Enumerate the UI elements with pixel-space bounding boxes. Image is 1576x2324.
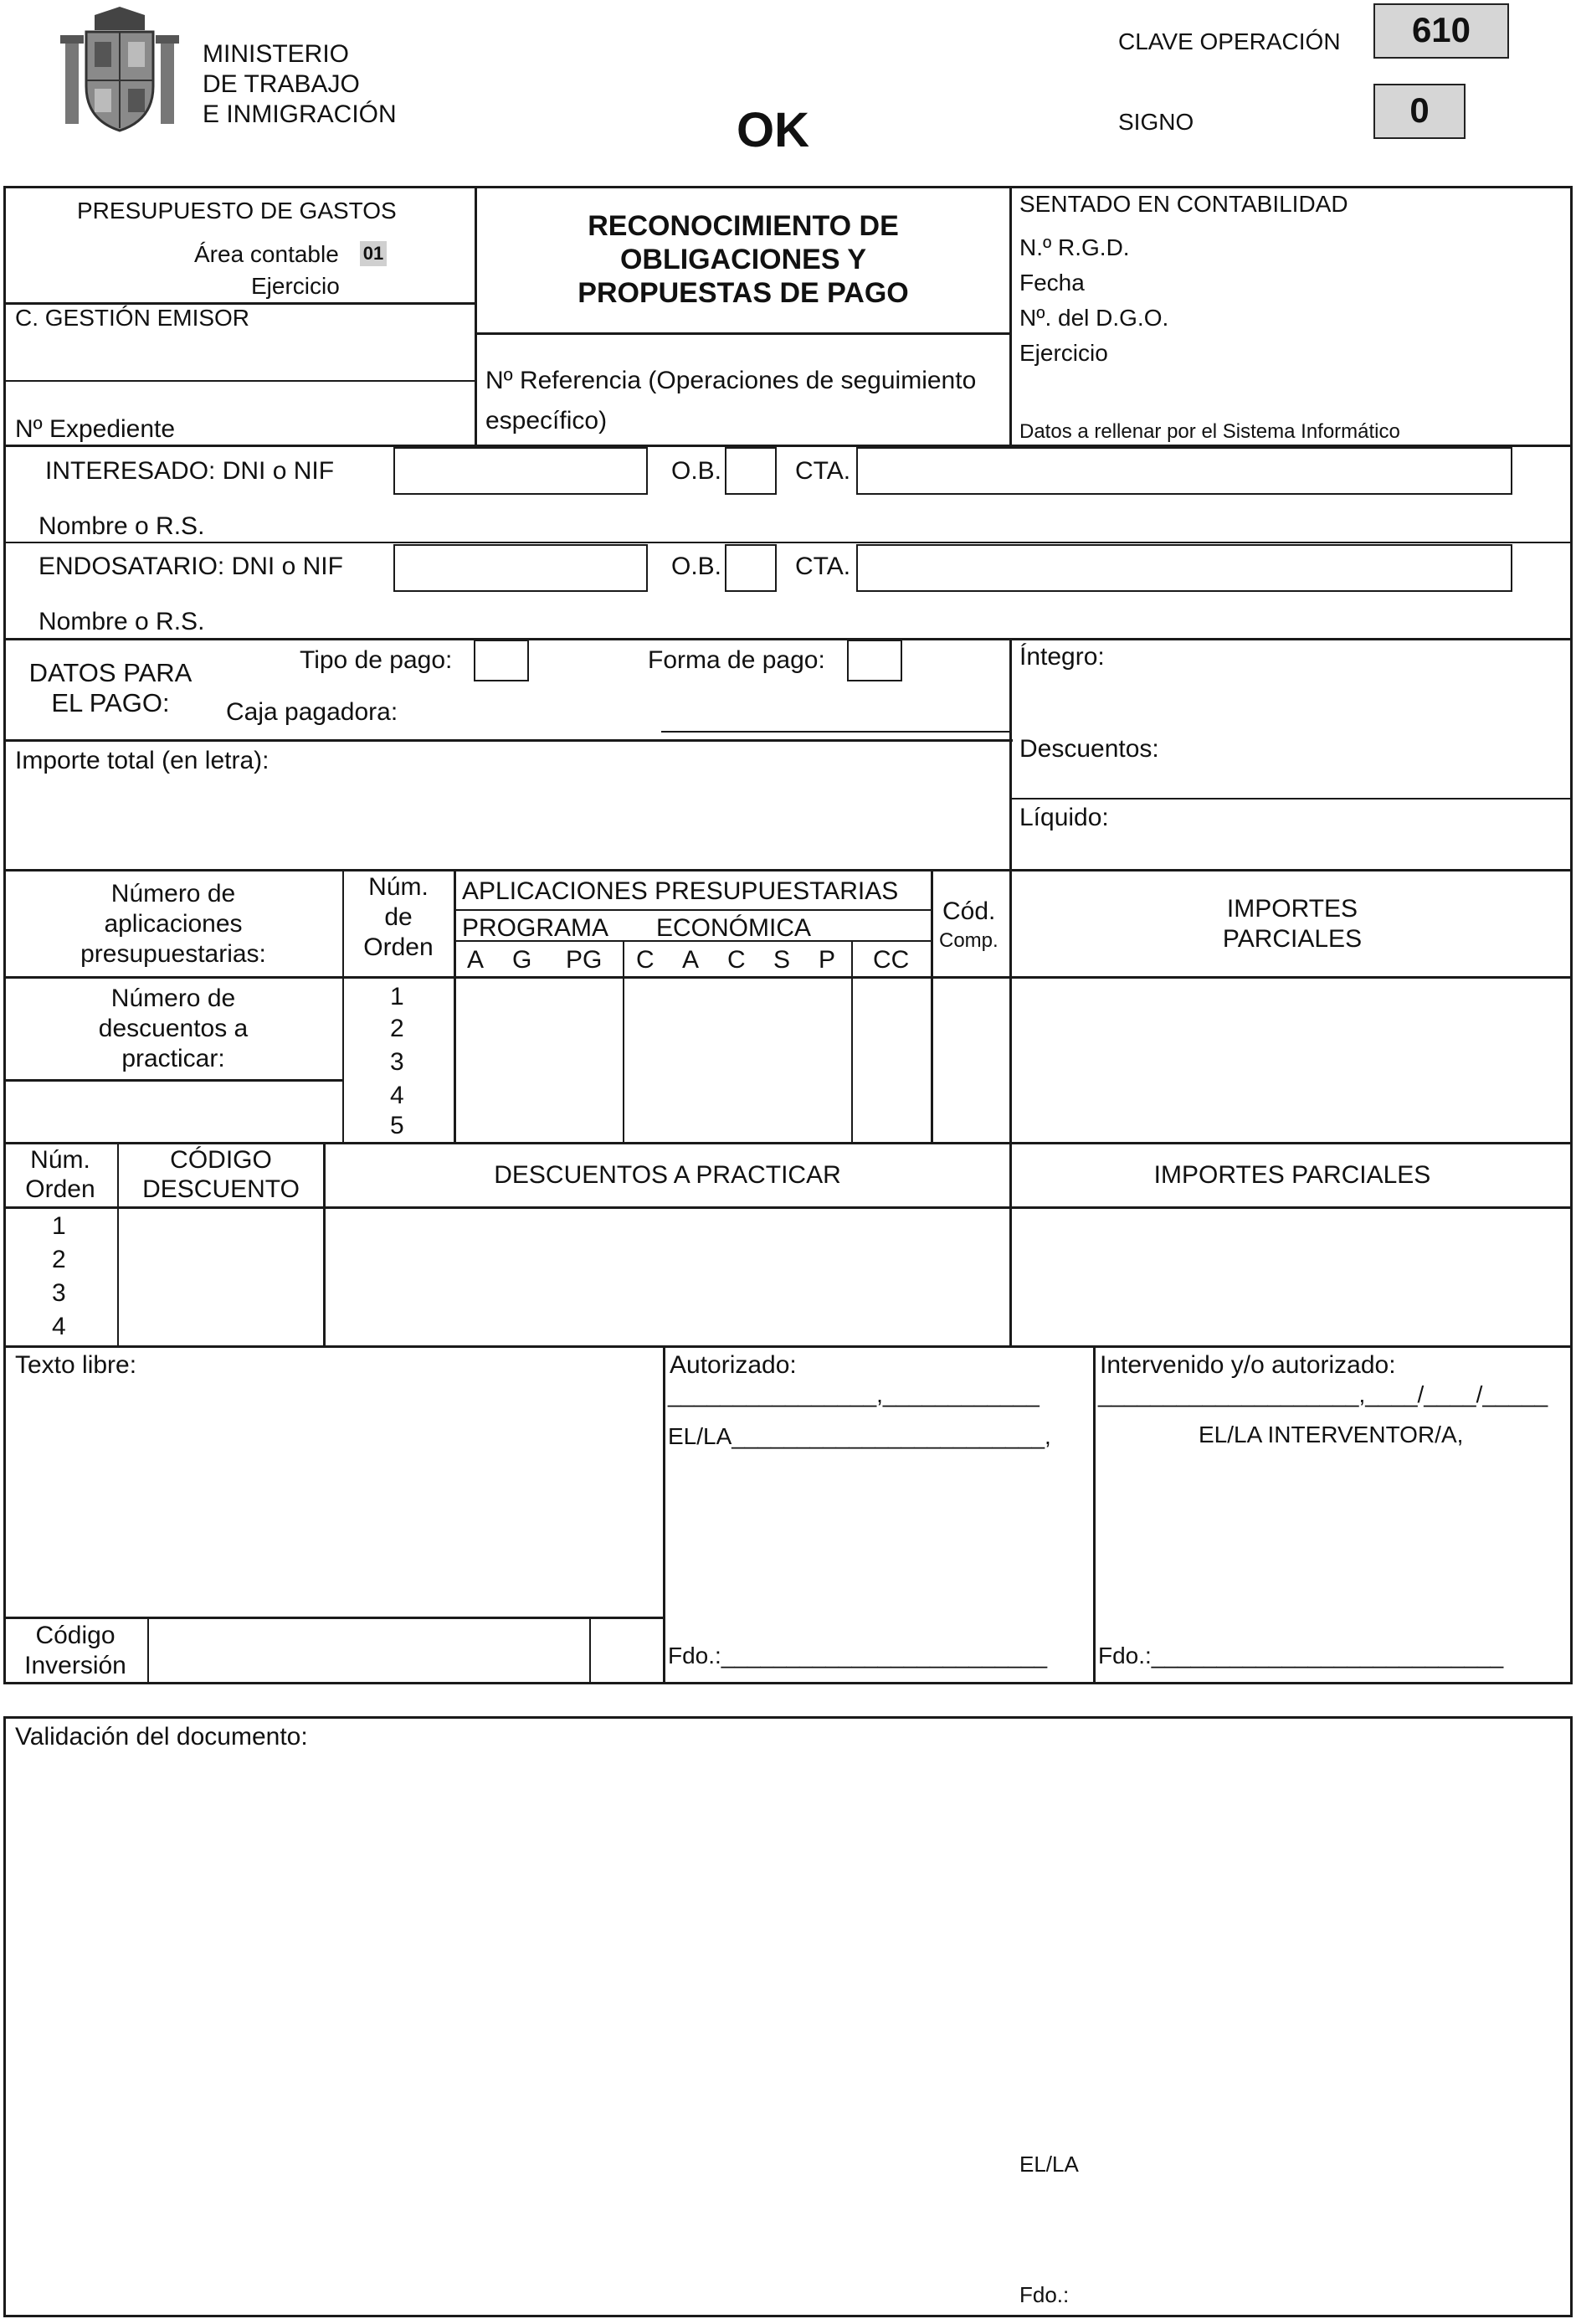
form-title-line-1: RECONOCIMIENTO DE (588, 210, 899, 242)
liquido-label: Líquido: (1019, 804, 1109, 831)
status-label: OK (737, 103, 809, 157)
forma-pago-field[interactable] (847, 640, 902, 681)
desc-row-1: 1 (52, 1212, 66, 1240)
forma-pago-label: Forma de pago: (648, 646, 825, 674)
interesado-cta-field[interactable] (856, 447, 1512, 495)
numero-aplicaciones-label (3, 879, 343, 969)
tipo-pago-field[interactable] (474, 640, 529, 681)
cod-label: Cód. (942, 897, 996, 925)
endosatario-ob-field[interactable] (725, 544, 777, 592)
ministry-line-1: MINISTERIO (203, 40, 350, 68)
col-cc: CC (873, 946, 910, 974)
integro-label: Íntegro: (1019, 643, 1105, 671)
texto-libre-label: Texto libre: (15, 1351, 137, 1379)
referencia-label-2: específico) (485, 407, 608, 434)
gestion-emisor-label: C. GESTIÓN EMISOR (15, 305, 250, 331)
autorizado-label: Autorizado: (670, 1351, 797, 1379)
codigo-inversion-line-2: Inversión (24, 1652, 126, 1679)
sentado-contabilidad: SENTADO EN CONTABILIDAD (1019, 191, 1348, 217)
codigo-descuento-line-1: CÓDIGO (170, 1146, 272, 1174)
texto-libre-field[interactable] (7, 1381, 660, 1614)
validacion-box (3, 1716, 1573, 2317)
referencia-label-1: Nº Referencia (Operaciones de seguimiento (485, 367, 977, 394)
ministry-line-3: E INMIGRACIÓN (203, 100, 397, 128)
validacion-fdo: Fdo.: (1019, 2282, 1070, 2307)
interesado-ob-label: O.B. (671, 457, 722, 485)
form-title-line-3: PROPUESTAS DE PAGO (578, 277, 909, 309)
ministry-line-2: DE TRABAJO (203, 70, 360, 98)
col-eco-a: A (682, 946, 700, 974)
apl-row-4: 4 (390, 1082, 404, 1109)
numero-aplicaciones-line-1: Número de (110, 880, 236, 907)
comp-label: Comp. (939, 929, 998, 952)
codigo-inversion-label (3, 1621, 147, 1681)
area-contable-value: 01 (360, 241, 387, 266)
caja-pagadora-label: Caja pagadora: (226, 698, 398, 726)
numero-descuentos-line-1: Número de (110, 985, 236, 1012)
apl-row-5: 5 (390, 1112, 404, 1139)
intervenido-date-line: ____________________,____/____/_____ (1098, 1381, 1548, 1407)
fecha-label: Fecha (1019, 270, 1085, 296)
descuentos-label: Descuentos: (1019, 735, 1159, 763)
codigo-descuento-line-2: DESCUENTO (142, 1175, 300, 1203)
num-orden-line-3: Orden (363, 933, 434, 961)
desc-importes-header: IMPORTES PARCIALES (1153, 1161, 1431, 1189)
form-title (477, 209, 1009, 310)
clave-value: 610 (1373, 3, 1509, 59)
apl-row-3: 3 (390, 1048, 404, 1076)
endosatario-nombre-label: Nombre o R.S. (39, 608, 205, 635)
numero-descuentos-label (3, 984, 343, 1074)
economica-header: ECONÓMICA (656, 914, 812, 942)
numero-descuentos-line-3: practicar: (121, 1045, 225, 1072)
area-contable-label: Área contable (194, 241, 339, 267)
numero-descuentos-line-2: descuentos a (98, 1015, 249, 1042)
endosatario-cta-field[interactable] (856, 544, 1512, 592)
intervenido-fdo-line: Fdo.:___________________________ (1098, 1643, 1504, 1668)
form-title-line-2: OBLIGACIONES Y (619, 244, 867, 275)
dgo-label: Nº. del D.G.O. (1019, 305, 1169, 331)
validacion-el-la: EL/LA (1019, 2152, 1079, 2177)
codigo-inversion-line-1: Código (35, 1622, 116, 1649)
desc-row-2: 2 (52, 1246, 66, 1273)
endosatario-nif-field[interactable] (393, 544, 648, 592)
endosatario-cta-label: CTA. (795, 553, 851, 580)
importes-parciales-header (1012, 894, 1573, 954)
autorizado-place-date-line: ________________,____________ (668, 1381, 1040, 1407)
num-orden-line-1: Núm. (368, 873, 429, 901)
intervenido-label: Intervenido y/o autorizado: (1100, 1351, 1396, 1379)
desc-num-orden-line-1: Núm. (30, 1146, 90, 1174)
numero-aplicaciones-line-3: presupuestarias: (80, 940, 266, 968)
endosatario-label: ENDOSATARIO: DNI o NIF (39, 553, 343, 580)
signo-value: 0 (1373, 84, 1466, 139)
datos-pago-label (12, 658, 209, 718)
caja-pagadora-line (661, 731, 1011, 733)
desc-row-4: 4 (52, 1313, 66, 1340)
importe-letra-label: Importe total (en letra): (15, 747, 270, 774)
desc-num-orden-header (3, 1145, 117, 1204)
col-eco-c: C (636, 946, 655, 974)
presupuesto-gastos: PRESUPUESTO DE GASTOS (77, 198, 397, 224)
desc-num-orden-line-2: Orden (25, 1175, 95, 1203)
coat-of-arms-icon (57, 7, 182, 132)
interesado-nif-field[interactable] (393, 447, 648, 495)
interesado-cta-label: CTA. (795, 457, 851, 485)
interesado-nombre-label: Nombre o R.S. (39, 512, 205, 540)
interventor-label: EL/LA INTERVENTOR/A, (1199, 1422, 1464, 1447)
autorizado-fdo-line: Fdo.:_________________________ (668, 1643, 1048, 1668)
validacion-label: Validación del documento: (15, 1723, 308, 1751)
col-prog-g: G (512, 946, 532, 974)
autorizado-el-la-line: EL/LA________________________, (668, 1423, 1051, 1449)
datos-pago-line-2: EL PAGO: (51, 688, 170, 717)
codigo-descuento-header (119, 1145, 323, 1204)
desc-row-3: 3 (52, 1279, 66, 1307)
datos-sistema-note: Datos a rellenar por el Sistema Informático (1019, 420, 1400, 443)
programa-header: PROGRAMA (462, 914, 609, 942)
ejercicio-label: Ejercicio (251, 273, 340, 299)
apl-row-2: 2 (390, 1015, 404, 1042)
interesado-label: INTERESADO: DNI o NIF (45, 457, 335, 485)
col-eco-c2: C (727, 946, 746, 974)
importes-line-2: PARCIALES (1222, 925, 1363, 953)
col-eco-p: P (819, 946, 836, 974)
num-orden-line-2: de (384, 903, 413, 931)
numero-aplicaciones-line-2: aplicaciones (104, 910, 243, 938)
apl-row-1: 1 (390, 983, 404, 1010)
num-orden-header (343, 872, 454, 963)
tipo-pago-label: Tipo de pago: (300, 646, 453, 674)
clave-label: CLAVE OPERACIÓN (1118, 28, 1341, 54)
expediente-label: Nº Expediente (15, 415, 176, 443)
ejercicio2-label: Ejercicio (1019, 340, 1108, 366)
col-prog-pg: PG (566, 946, 603, 974)
col-eco-s: S (773, 946, 791, 974)
col-prog-a: A (467, 946, 485, 974)
datos-pago-line-1: DATOS PARA (28, 658, 193, 687)
signo-label: SIGNO (1118, 109, 1194, 135)
codigo-inversion-field[interactable] (151, 1621, 586, 1681)
descuentos-practicar-header: DESCUENTOS A PRACTICAR (494, 1161, 841, 1189)
endosatario-ob-label: O.B. (671, 553, 722, 580)
interesado-ob-field[interactable] (725, 447, 777, 495)
importes-line-1: IMPORTES (1226, 895, 1358, 923)
rgd-label: N.º R.G.D. (1019, 234, 1130, 260)
aplicaciones-title: APLICACIONES PRESUPUESTARIAS (462, 877, 899, 905)
